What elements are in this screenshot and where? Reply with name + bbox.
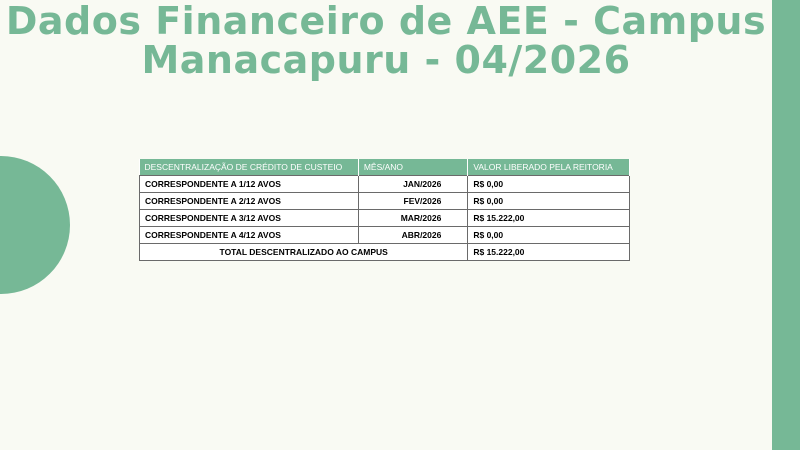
total-label: TOTAL DESCENTRALIZADO AO CAMPUS <box>140 244 468 261</box>
table-row <box>140 193 630 210</box>
page-title <box>0 0 772 80</box>
row-month: FEV/2026 <box>358 193 468 210</box>
row-description: CORRESPONDENTE A 3/12 AVOS <box>140 210 359 227</box>
right-decorative-stripe <box>772 0 800 450</box>
row-value: R$ 15.222,00 <box>468 210 630 227</box>
column-header-month: MÊS/ANO <box>358 159 468 176</box>
table-row <box>140 210 630 227</box>
table-row <box>140 176 630 193</box>
table-row <box>140 227 630 244</box>
column-header-description: DESCENTRALIZAÇÃO DE CRÉDITO DE CUSTEIO <box>140 159 359 176</box>
column-header-value: VALOR LIBERADO PELA REITORIA <box>468 159 630 176</box>
row-month: JAN/2026 <box>358 176 468 193</box>
row-value: R$ 0,00 <box>468 193 630 210</box>
row-month: ABR/2026 <box>358 227 468 244</box>
row-description: CORRESPONDENTE A 2/12 AVOS <box>140 193 359 210</box>
row-description: CORRESPONDENTE A 1/12 AVOS <box>140 176 359 193</box>
left-decorative-circle <box>0 156 70 294</box>
row-month: MAR/2026 <box>358 210 468 227</box>
row-description: CORRESPONDENTE A 4/12 AVOS <box>140 227 359 244</box>
total-value: R$ 15.222,00 <box>468 244 630 261</box>
row-value: R$ 0,00 <box>468 176 630 193</box>
table-header-row <box>140 159 630 176</box>
financial-table <box>139 159 630 261</box>
title-line-2: Manacapuru - 04/2026 <box>141 38 631 82</box>
table-total-row <box>140 244 630 261</box>
title-line-1: Dados Financeiro de AEE - Campus <box>5 0 767 43</box>
row-value: R$ 0,00 <box>468 227 630 244</box>
